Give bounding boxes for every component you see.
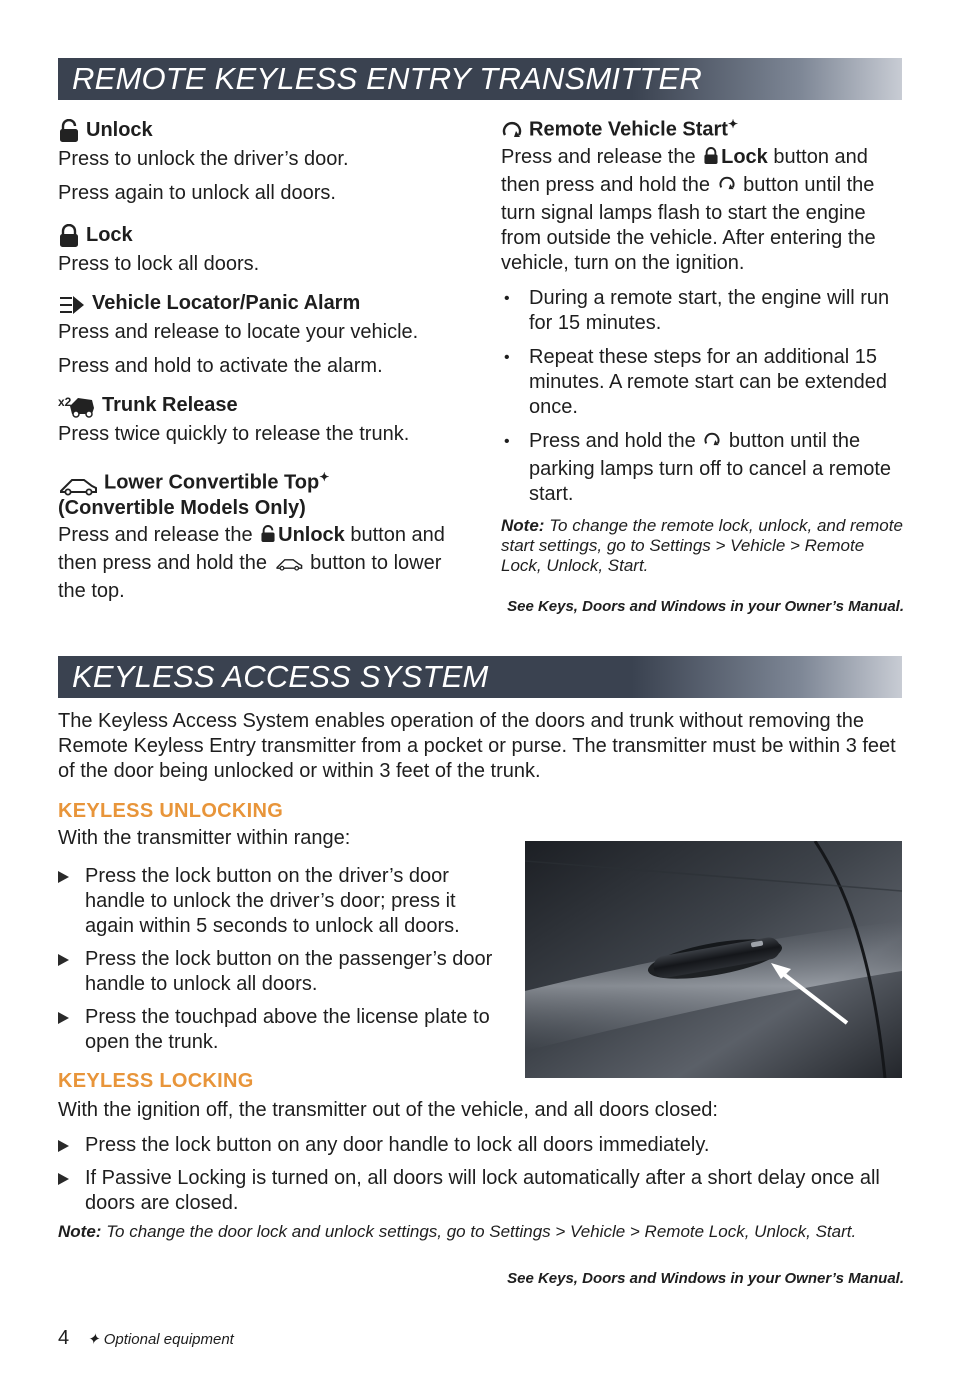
arrow-bullet-icon <box>58 1012 69 1024</box>
section-banner-keyless: KEYLESS ACCESS SYSTEM <box>58 656 902 698</box>
remote-start-bullets <box>501 286 906 507</box>
see-manual-remote: See Keys, Doors and Windows in your Owner’s Manual. <box>507 598 904 615</box>
remote-start-icon <box>501 121 523 143</box>
list-item: Press the touchpad above the license plate to open the trunk. <box>58 1005 503 1055</box>
remote-start-icon <box>718 176 736 201</box>
arrow-bullet-icon <box>58 1140 69 1152</box>
list-item: • Repeat these steps for an additional 15 minutes. A remote start can be extended once. <box>501 345 906 420</box>
keyless-unlocking-lead: With the transmitter within range: <box>58 827 351 849</box>
arrow-bullet-icon <box>58 1173 69 1185</box>
unlock-text-2: Press again to unlock all doors. <box>58 182 336 204</box>
list-item: If Passive Locking is turned on, all doors will lock automatically after a short delay once all doors are closed. <box>58 1166 908 1216</box>
trunk-release-x2-icon <box>58 394 96 418</box>
keyless-note: Note: To change the door lock and unlock settings, go to Settings > Vehicle > Remote Lock, Unlock, Start. <box>58 1222 857 1241</box>
list-item: Press the lock button on the driver’s door handle to unlock the driver’s door; press it again within 5 seconds to unlock all doors. <box>58 864 503 939</box>
lock-padlock-icon <box>58 224 80 248</box>
see-manual-keyless: See Keys, Doors and Windows in your Owner’s Manual. <box>507 1270 904 1287</box>
list-item: Press the lock button on the passenger’s door handle to unlock all doors. <box>58 947 503 997</box>
keyless-unlocking-heading: KEYLESS UNLOCKING <box>58 800 284 822</box>
trunk-text: Press twice quickly to release the trunk. <box>58 423 410 445</box>
unlock-heading: Unlock <box>58 118 458 143</box>
remote-start-heading: Remote Vehicle Start✦ <box>501 112 906 143</box>
arrow-bullet-icon <box>58 954 69 966</box>
locator-text-2: Press and hold to activate the alarm. <box>58 355 383 377</box>
page-number: 4 <box>58 1327 70 1349</box>
trunk-heading: x2 Trunk Release <box>58 394 238 416</box>
locator-heading: Vehicle Locator/Panic Alarm <box>58 291 458 316</box>
convertible-text: Press and release the Unlock button and then press and hold the button to lower the top. <box>58 523 445 602</box>
optional-equipment-note: ✦ Optional equipment <box>87 1331 234 1348</box>
list-item: • Press and hold the button until the parking lamps turn off to cancel a remote start. <box>501 429 906 507</box>
convertible-top-icon <box>275 554 303 579</box>
door-handle-photo <box>525 841 902 1078</box>
arrow-bullet-icon <box>58 871 69 883</box>
remote-right-column <box>501 112 906 576</box>
remote-note: Note: To change the remote lock, unlock, and remote start settings, go to Settings > Vehicle > Remote Lock, Unlock, Start. <box>501 515 903 575</box>
svg-text:x2: x2 <box>58 395 72 409</box>
section-banner-remote: REMOTE KEYLESS ENTRY TRANSMITTER <box>58 58 902 100</box>
locator-text-1: Press and release to locate your vehicle. <box>58 321 419 343</box>
lock-heading: Lock <box>58 223 458 248</box>
keyless-unlocking-list <box>58 864 503 1063</box>
unlock-padlock-icon <box>260 524 276 551</box>
vehicle-locator-icon <box>58 294 86 316</box>
convertible-top-icon <box>58 476 98 496</box>
list-item: Press the lock button on any door handle to lock all doors immediately. <box>58 1133 908 1158</box>
lock-text: Press to lock all doors. <box>58 253 260 275</box>
convertible-heading: Lower Convertible Top✦ <box>58 465 458 496</box>
keyless-intro: The Keyless Access System enables operation of the doors and trunk without removing the Remote Keyless Entry transmitter from a pocket or purse. The transmitter must be within 3 feet of the door being unlocked or within 3 feet of the trunk. <box>58 710 896 782</box>
keyless-locking-heading: KEYLESS LOCKING <box>58 1070 254 1092</box>
remote-left-column <box>58 118 458 604</box>
list-item: • During a remote start, the engine will run for 15 minutes. <box>501 286 906 336</box>
unlock-padlock-icon <box>58 119 80 143</box>
keyless-locking-list <box>58 1133 908 1224</box>
remote-start-text: Press and release the Lock button and then press and hold the button until the turn signal lamps flash to start the engine from outside the vehicle. After entering the vehicle, turn on the ignition. <box>501 145 876 274</box>
keyless-locking-lead: With the ignition off, the transmitter out of the vehicle, and all doors closed: <box>58 1099 718 1121</box>
lock-padlock-icon <box>703 146 719 173</box>
remote-start-icon <box>703 432 721 457</box>
unlock-text-1: Press to unlock the driver’s door. <box>58 148 349 170</box>
convertible-heading-line-2: (Convertible Models Only) <box>58 496 306 519</box>
